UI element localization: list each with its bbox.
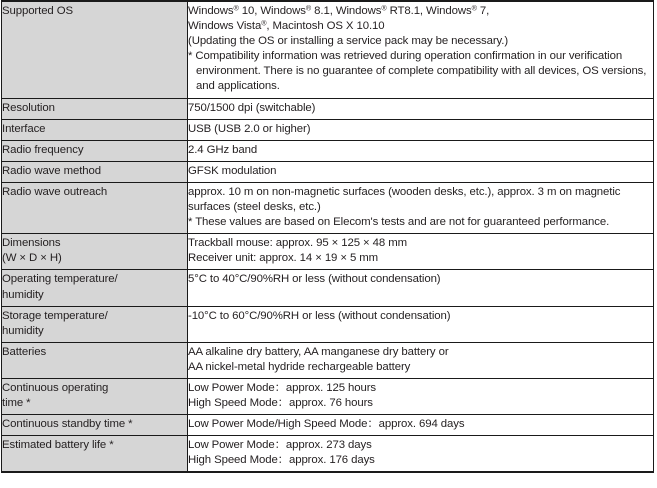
table-row xyxy=(2,98,654,119)
value-line: GFSK modulation xyxy=(188,164,277,177)
specification-table-body xyxy=(2,1,654,472)
row-label-dimensions xyxy=(2,234,188,270)
value-line: USB (USB 2.0 or higher) xyxy=(188,122,311,135)
table-row xyxy=(2,161,654,182)
row-value-storage-temperature xyxy=(188,306,654,342)
row-value-supported-os xyxy=(188,1,654,98)
value-line: High Speed Mode：approx. 76 hours xyxy=(188,397,373,410)
row-value-radio-wave-outreach xyxy=(188,182,654,233)
row-value-radio-frequency xyxy=(188,140,654,161)
registered-trademark-icon: ® xyxy=(305,3,312,13)
label-line: Supported OS xyxy=(2,5,73,17)
specification-sheet xyxy=(1,0,654,473)
table-row xyxy=(2,342,654,378)
table-row xyxy=(2,306,654,342)
row-value-resolution xyxy=(188,98,654,119)
value-line: -10°C to 60°C/90%RH or less (without condensation) xyxy=(188,309,451,322)
table-row xyxy=(2,270,654,306)
label-line: humidity xyxy=(2,288,44,301)
row-value-interface xyxy=(188,119,654,140)
row-label-continuous-standby-time xyxy=(2,415,188,436)
label-line: Estimated battery life * xyxy=(2,439,114,452)
row-value-estimated-battery-life xyxy=(188,436,654,473)
value-line: 750/1500 dpi (switchable) xyxy=(188,101,316,114)
value-line: (Updating the OS or installing a service pack may be necessary.) xyxy=(188,35,509,48)
value-line: Low Power Mode：approx. 273 days xyxy=(188,439,372,452)
label-line: Radio frequency xyxy=(2,143,84,156)
label-line: time * xyxy=(2,397,31,410)
value-line: approx. 10 m on non-magnetic surfaces (wooden desks, etc.), approx. 3 m on magnetic surfaces (steel desks, etc.) xyxy=(188,185,624,214)
value-line: Low Power Mode：approx. 125 hours xyxy=(188,381,377,394)
table-row xyxy=(2,234,654,270)
registered-trademark-icon: ® xyxy=(261,18,267,28)
label-line: (W × D × H) xyxy=(2,252,62,265)
row-label-supported-os xyxy=(2,1,188,98)
value-line: 2.4 GHz band xyxy=(188,143,258,156)
value-line-footnote: * Compatibility information was retrieved during operation confirmation in our verification environment. There is no guarantee of complete compatibility with all devices, OS versions, and applications. xyxy=(188,50,650,93)
table-row xyxy=(2,436,654,473)
label-line: Radio wave method xyxy=(2,164,101,177)
value-line: High Speed Mode：approx. 176 days xyxy=(188,454,375,467)
registered-trademark-icon: ® xyxy=(471,3,477,13)
table-row xyxy=(2,378,654,414)
value-line: Low Power Mode/High Speed Mode：approx. 694 days xyxy=(188,418,465,431)
label-line: Operating temperature/ xyxy=(2,273,118,286)
label-line: Resolution xyxy=(2,101,55,114)
row-value-batteries xyxy=(188,342,654,378)
table-row xyxy=(2,119,654,140)
table-row xyxy=(2,182,654,233)
label-line: Radio wave outreach xyxy=(2,185,108,198)
registered-trademark-icon: ® xyxy=(233,3,239,13)
label-line: humidity xyxy=(2,324,44,337)
row-label-batteries xyxy=(2,342,188,378)
row-label-interface xyxy=(2,119,188,140)
label-line: Continuous operating xyxy=(2,381,109,394)
registered-trademark-icon: ® xyxy=(381,3,387,13)
table-row xyxy=(2,140,654,161)
value-line: AA nickel-metal hydride rechargeable battery xyxy=(188,360,411,373)
label-line: Continuous standby time * xyxy=(2,418,133,431)
row-label-continuous-operating-time xyxy=(2,378,188,414)
row-value-continuous-standby-time xyxy=(188,415,654,436)
row-label-operating-temperature xyxy=(2,270,188,306)
value-line: Receiver unit: approx. 14 × 19 × 5 mm xyxy=(188,252,379,265)
row-label-estimated-battery-life xyxy=(2,436,188,473)
label-line: Batteries xyxy=(2,345,47,358)
table-row xyxy=(2,1,654,98)
row-value-dimensions xyxy=(188,234,654,270)
row-label-radio-wave-outreach xyxy=(2,182,188,233)
label-line: Storage temperature/ xyxy=(2,309,108,322)
row-value-operating-temperature xyxy=(188,270,654,306)
row-label-storage-temperature xyxy=(2,306,188,342)
value-line: Trackball mouse: approx. 95 × 125 × 48 mm xyxy=(188,237,407,250)
row-value-continuous-operating-time xyxy=(188,378,654,414)
value-line: Windows® 10, Windows® 8.1, Windows® RT8.1, Windows® 7, xyxy=(188,3,490,17)
row-label-radio-wave-method xyxy=(2,161,188,182)
row-label-resolution xyxy=(2,98,188,119)
label-line: Dimensions xyxy=(2,237,61,250)
row-value-radio-wave-method xyxy=(188,161,654,182)
label-line: Interface xyxy=(2,122,46,135)
value-line: AA alkaline dry battery, AA manganese dry battery or xyxy=(188,345,449,358)
row-label-radio-frequency xyxy=(2,140,188,161)
value-line-footnote: * These values are based on Elecom's tests and are not for guaranteed performance. xyxy=(188,216,610,229)
value-line: Windows Vista®, Macintosh OS X 10.10 xyxy=(188,18,385,33)
value-line: 5°C to 40°C/90%RH or less (without condensation) xyxy=(188,273,441,286)
specification-table xyxy=(1,0,654,473)
table-row xyxy=(2,415,654,436)
